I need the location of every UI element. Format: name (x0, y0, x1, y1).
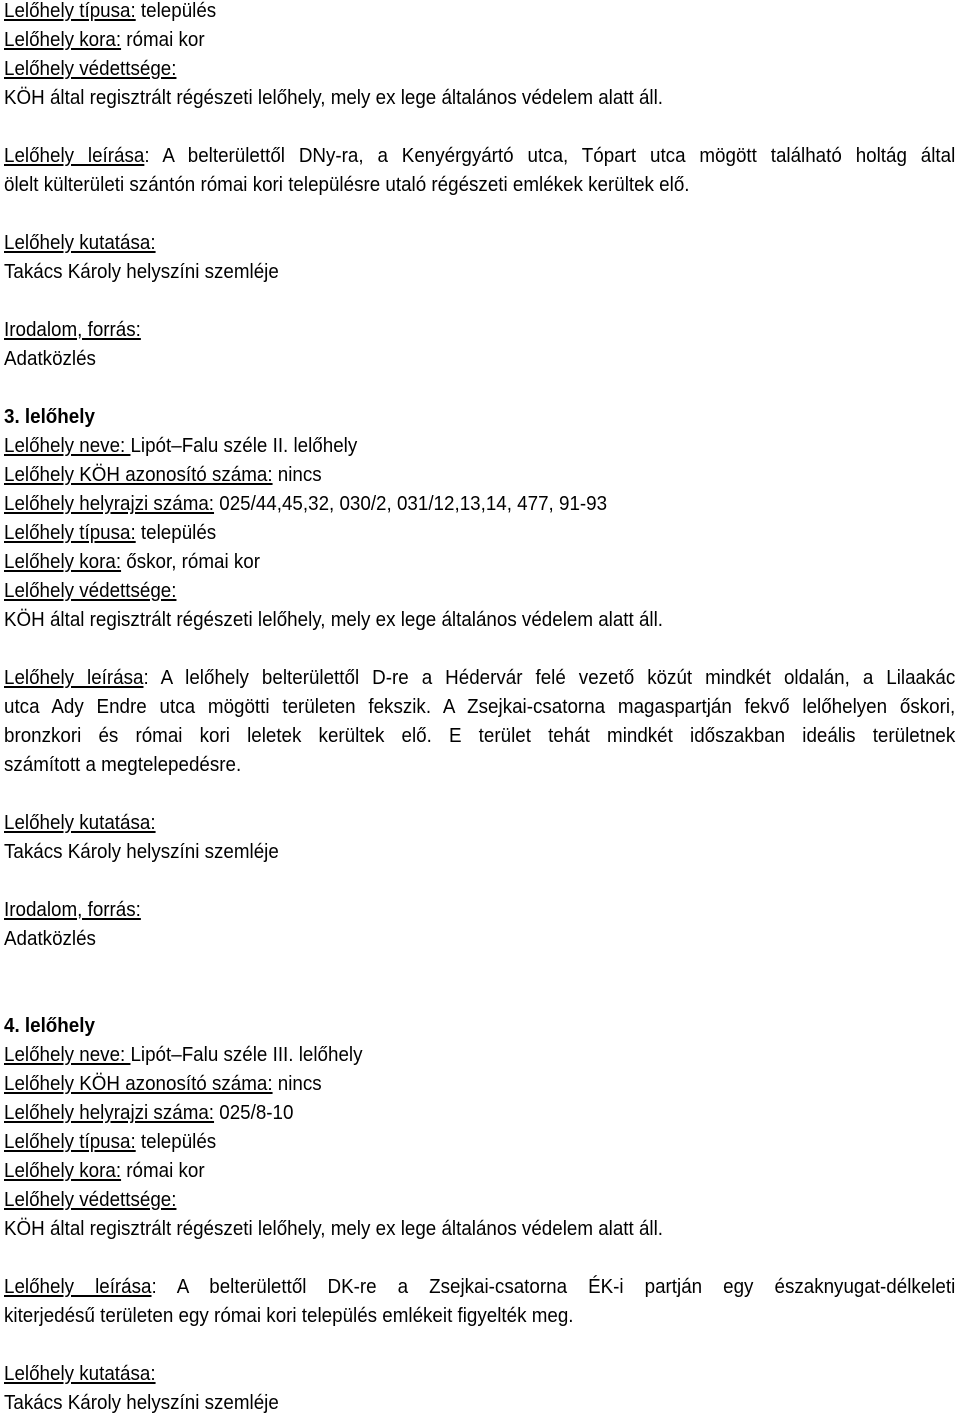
field-label: Lelőhely típusa: (4, 1131, 136, 1153)
site4-vedettsege-value: KÖH által regisztrált régészeti lelőhely, mely ex lege általános védelem alatt áll. (4, 1218, 664, 1240)
site3-irodalom-label-row (4, 896, 955, 925)
field-label: Lelőhely neve: (4, 1044, 131, 1066)
field-label: Lelőhely kora: (4, 29, 122, 51)
site3-vedettsege-value: KÖH által regisztrált régészeti lelőhely, mely ex lege általános védelem alatt áll. (4, 609, 664, 631)
field-value: őskor, római kor (121, 551, 261, 573)
field-label: Lelőhely kutatása: (4, 812, 156, 834)
paragraph-line: utca Ady Endre utca mögötti területen fekszik. A Zsejkai-csatorna magaspartján fekvő lelőhelyen őskori, (4, 696, 956, 718)
site2-kutatasa-value: Takács Károly helyszíni szemléje (4, 261, 279, 283)
field-label: Lelőhely leírása (4, 667, 144, 689)
field-value: település (135, 1131, 217, 1153)
field-value: 025/44,45,32, 030/2, 031/12,13,14, 477, 91-93 (214, 493, 608, 515)
field-label: Lelőhely KÖH azonosító száma: (4, 1073, 273, 1095)
field-value: 025/8-10 (214, 1102, 294, 1124)
site3-irodalom-value: Adatközlés (4, 928, 96, 950)
field-value: település (135, 0, 217, 22)
site4-kutatasa-value: Takács Károly helyszíni szemléje (4, 1392, 279, 1414)
site3-vedettsege-row (4, 577, 955, 606)
site2-vedettsege-value: KÖH által regisztrált régészeti lelőhely, mely ex lege általános védelem alatt áll. (4, 87, 664, 109)
field-label: Irodalom, forrás: (4, 899, 141, 921)
site4-heading: 4. lelőhely (4, 1015, 95, 1037)
field-value: település (135, 522, 217, 544)
field-label: Lelőhely kora: (4, 551, 122, 573)
site3-koh-row (4, 461, 955, 490)
field-value: római kor (121, 29, 205, 51)
site4-koh-row (4, 1070, 955, 1099)
field-label: Lelőhely típusa: (4, 0, 136, 22)
site4-leirasa-paragraph (4, 1273, 955, 1331)
field-label: Lelőhely helyrajzi száma: (4, 493, 215, 515)
field-label: Lelőhely védettsége: (4, 58, 177, 80)
site3-kutatasa-value: Takács Károly helyszíni szemléje (4, 841, 279, 863)
field-label: Irodalom, forrás: (4, 319, 141, 341)
site2-vedettsege-row (4, 55, 955, 84)
field-value: nincs (272, 1073, 322, 1095)
field-label: Lelőhely helyrajzi száma: (4, 1102, 215, 1124)
paragraph-line: Lelőhely leírása: A belterülettől DK-re a Zsejkai-csatorna ÉK-i partján egy északnyugat-délkeleti (4, 1276, 956, 1298)
paragraph-line: ölelt külterületi szántón római kori településre utaló régészeti emlékek kerültek elő. (4, 174, 690, 196)
site2-irodalom-value: Adatközlés (4, 348, 96, 370)
site3-leirasa-paragraph (4, 664, 955, 780)
site3-heading: 3. lelőhely (4, 406, 95, 428)
paragraph-line: számított a megtelepedésre. (4, 754, 242, 776)
site4-tipusa-row (4, 1128, 955, 1157)
field-label: Lelőhely típusa: (4, 522, 136, 544)
site4-kutatasa-label-row (4, 1360, 955, 1389)
field-label: Lelőhely védettsége: (4, 1189, 177, 1211)
paragraph-line: Lelőhely leírása: A belterülettől DNy-ra, a Kenyérgyártó utca, Tópart utca mögött található holtág által (4, 145, 956, 167)
site3-tipusa-row (4, 519, 955, 548)
field-value: római kor (121, 1160, 205, 1182)
field-label: Lelőhely KÖH azonosító száma: (4, 464, 273, 486)
field-value: nincs (272, 464, 322, 486)
field-label: Lelőhely leírása (4, 1276, 152, 1298)
site4-kora-row (4, 1157, 955, 1186)
field-label: Lelőhely leírása (4, 145, 145, 167)
site2-tipusa-row (4, 0, 955, 26)
field-label: Lelőhely kora: (4, 1160, 122, 1182)
site4-vedettsege-row (4, 1186, 955, 1215)
site3-kora-row (4, 548, 955, 577)
site2-irodalom-label-row (4, 316, 955, 345)
site3-hrsz-row (4, 490, 955, 519)
field-label: Lelőhely kutatása: (4, 232, 156, 254)
site2-kora-row (4, 26, 955, 55)
site4-neve-row (4, 1041, 955, 1070)
field-label: Lelőhely neve: (4, 435, 131, 457)
document-page (4, 0, 955, 1418)
paragraph-line: kiterjedésű területen egy római kori település emlékeit figyelték meg. (4, 1305, 574, 1327)
site3-neve-row (4, 432, 955, 461)
field-value: Lipót–Falu széle III. lelőhely (130, 1044, 363, 1066)
field-label: Lelőhely kutatása: (4, 1363, 156, 1385)
site4-hrsz-row (4, 1099, 955, 1128)
site2-kutatasa-label-row (4, 229, 955, 258)
field-value: Lipót–Falu széle II. lelőhely (130, 435, 358, 457)
site2-leirasa-paragraph (4, 142, 955, 200)
field-label: Lelőhely védettsége: (4, 580, 177, 602)
site3-kutatasa-label-row (4, 809, 955, 838)
paragraph-line: bronzkori és római kori leletek kerültek elő. E terület tehát mindkét időszakban ideális területnek (4, 725, 956, 747)
paragraph-line: Lelőhely leírása: A lelőhely belterülettől D-re a Hédervár felé vezető közút mindkét oldalán, a Lilaakác (4, 667, 956, 689)
